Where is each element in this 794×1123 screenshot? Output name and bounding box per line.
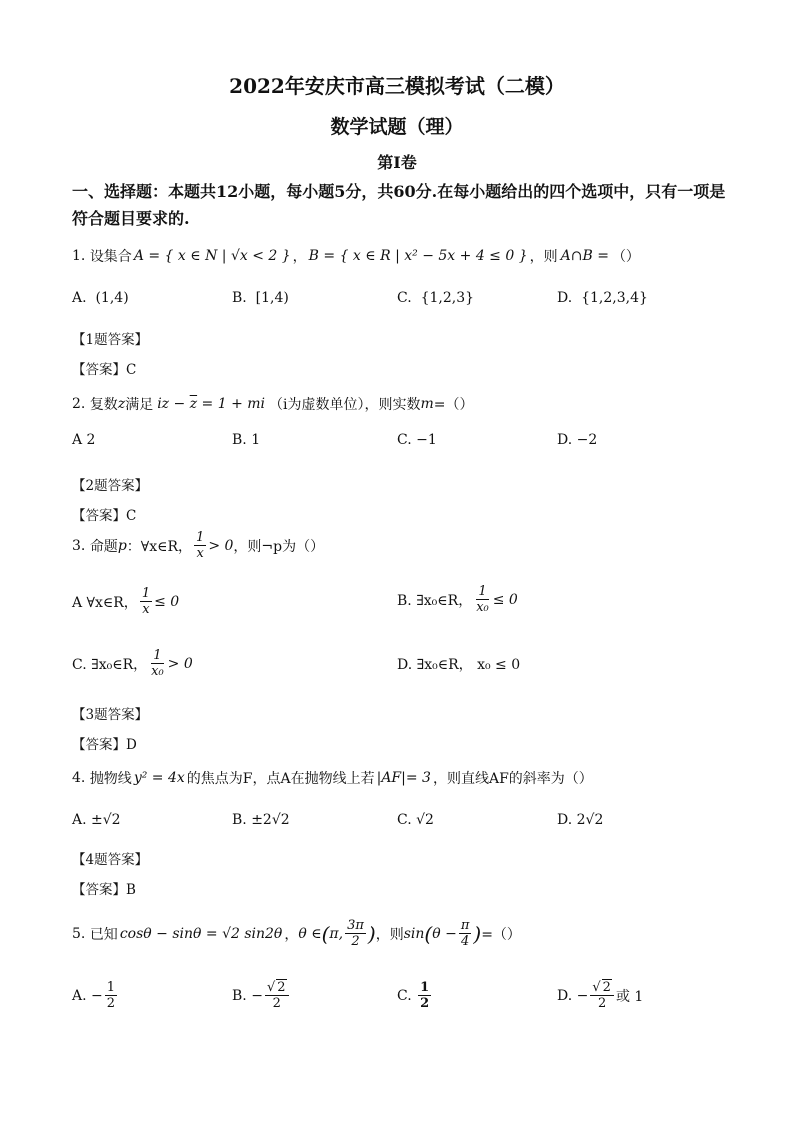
option-a: A. (1,4): [72, 290, 129, 306]
question-3: [72, 530, 324, 561]
option-c: C. $\frac{1}{2}$: [397, 980, 430, 1011]
formula-set-a: A = { x ∈ N | √x < 2 }: [133, 248, 291, 264]
section-heading: 一、选择题：本题共12小题，每小题5分，共60分.在每小题给出的四个选项中，只有一项是符合题目要求的.: [72, 182, 726, 228]
formula-parabola: y² = 4x: [133, 770, 185, 786]
question-text: ，则¬p为（）: [233, 538, 325, 555]
question-text: 满足: [125, 397, 154, 413]
question-2: [72, 394, 474, 414]
option-c: C. ∃x₀∈R， $\frac{1}{\text{x₀}}$ > 0: [72, 648, 193, 679]
question-text: 复数: [89, 397, 118, 413]
question-number: 4.: [72, 770, 86, 786]
question-text: 设集合: [89, 249, 132, 265]
question-text: =（）: [481, 926, 521, 943]
separator: ，: [292, 249, 307, 265]
question-text: ，则: [375, 926, 404, 943]
option-c: C. {1,2,3}: [397, 290, 475, 306]
question-4: [72, 768, 593, 788]
question-text: 抛物线: [89, 771, 132, 787]
option-d: D. −2: [557, 432, 598, 448]
answer-heading: 【4题答案】: [72, 852, 149, 868]
option-d: D. 2√2: [557, 812, 604, 828]
option-a: A. ±√2: [72, 812, 121, 828]
formula-intersection: A∩B =: [560, 248, 609, 264]
formula-set-b: B = { x ∈ R | x² − 5x + 4 ≤ 0 }: [308, 248, 528, 264]
exam-title: 2022年安庆市高三模拟考试（二模）: [229, 74, 565, 98]
separator: ，: [284, 926, 299, 943]
question-number: 5.: [72, 925, 86, 942]
answer: 【答案】C: [72, 508, 137, 524]
var-z: z: [117, 396, 126, 412]
option-b: B. 1: [232, 432, 261, 448]
question-number: 1.: [72, 248, 86, 264]
option-c: C. −1: [397, 432, 437, 448]
question-text: =（）: [433, 397, 474, 413]
option-a: A. − $\frac{1}{2}$: [72, 980, 116, 1011]
formula-distance: |AF|= 3: [376, 770, 431, 786]
answer: 【答案】B: [72, 882, 136, 898]
question-text: （）: [611, 249, 640, 265]
option-a: A 2: [72, 432, 96, 448]
var-p: p: [117, 537, 127, 554]
answer-heading: 【1题答案】: [72, 332, 149, 348]
question-text: 的焦点为F，点A在抛物线上若: [186, 771, 375, 787]
question-text: （i为虚数单位），则实数: [269, 397, 421, 413]
question-number: 2.: [72, 396, 86, 412]
question-1: [72, 246, 640, 266]
formula-complex: iz − $\overline{z} = 1$ + mi: [157, 396, 265, 412]
option-b: B. [1,4): [232, 290, 289, 306]
formula-fraction: $\frac{1}{x}$: [196, 530, 205, 561]
formula-inequality: > 0: [208, 537, 234, 554]
answer: 【答案】C: [72, 362, 137, 378]
volume-label: 第I卷: [377, 153, 417, 172]
answer: 【答案】D: [72, 737, 137, 753]
question-text: 命题: [89, 538, 118, 555]
formula-interval: θ ∈ ( π, $\frac{3\pi}{2}$ ): [298, 918, 376, 949]
question-text: ，则: [529, 249, 558, 265]
option-d: D. − $\frac{√ 2}{2}$ 或 1: [557, 980, 644, 1011]
var-m: m: [420, 396, 434, 412]
option-c: C. √2: [397, 812, 434, 828]
option-b: B. ∃x₀∈R， $\frac{1}{\text{x₀}}$ ≤ 0: [397, 584, 518, 615]
option-d: D. ∃x₀∈R， x₀ ≤ 0: [397, 657, 521, 673]
question-text: 已知: [89, 926, 118, 943]
option-b: B. − $\frac{√ 2}{2}$: [232, 980, 291, 1011]
formula-target: sin ( θ − $\frac{\pi}{4}$ ): [403, 918, 482, 949]
answer-heading: 【3题答案】: [72, 707, 149, 723]
question-text: ，则直线AF的斜率为（）: [432, 771, 593, 787]
question-5: [72, 918, 521, 949]
option-d: D. {1,2,3,4}: [557, 290, 648, 306]
answer-heading: 【2题答案】: [72, 478, 149, 494]
option-b: B. ±2√2: [232, 812, 290, 828]
option-a: A ∀x∈R， $\frac{1}{x}$ ≤ 0: [72, 586, 180, 617]
exam-subtitle: 数学试题（理）: [330, 116, 464, 138]
question-text: ：∀x∈R，: [126, 538, 193, 555]
question-number: 3.: [72, 537, 86, 554]
formula-trig: cosθ − sinθ = √2 sin2θ: [119, 925, 283, 942]
